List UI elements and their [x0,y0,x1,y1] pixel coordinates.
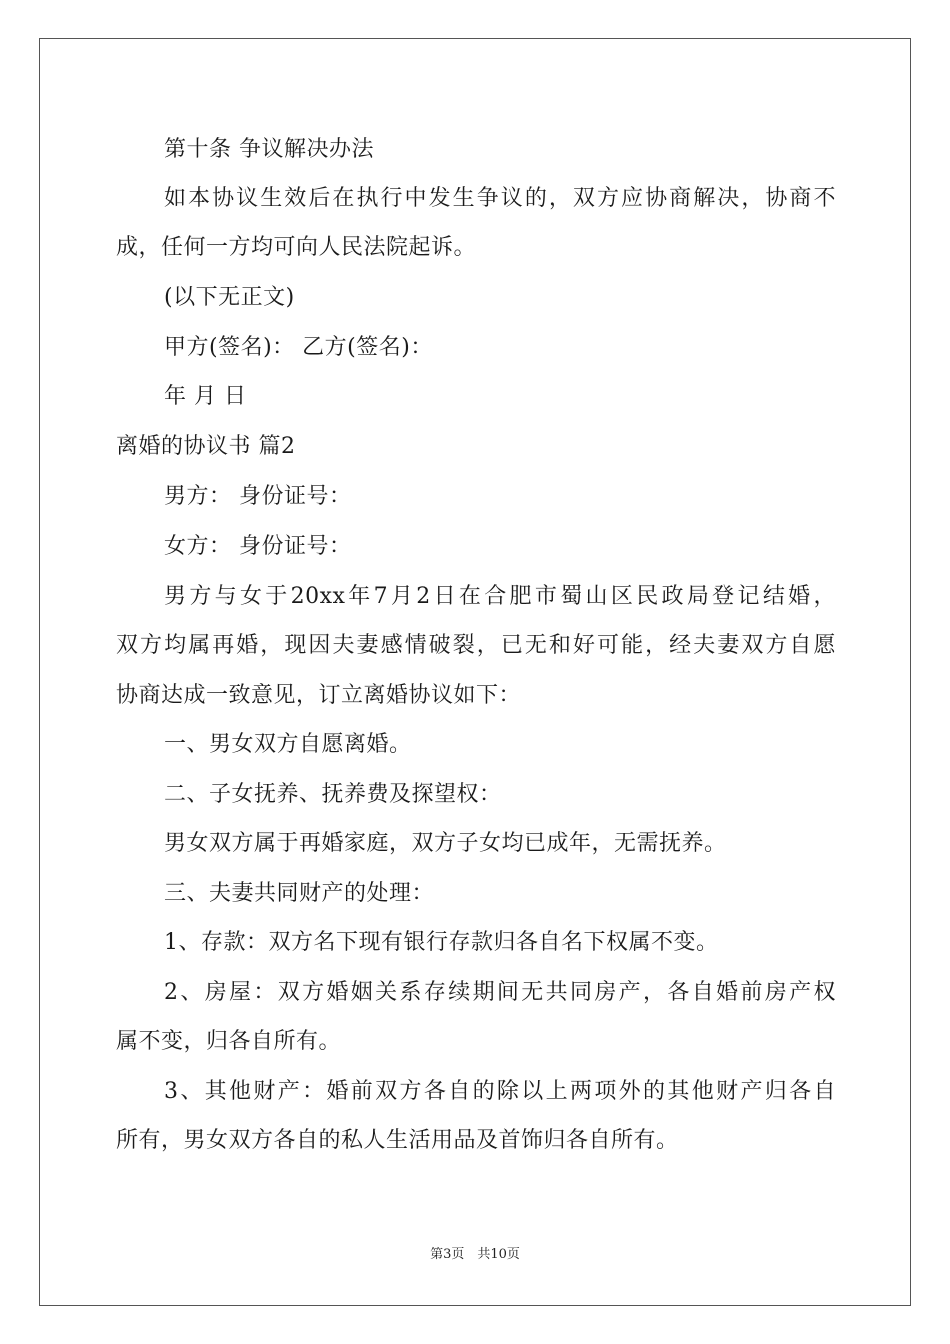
party-line: 女方： 身份证号： [164,534,352,559]
page-number: 第3页 共10页 [430,1247,520,1262]
paragraph-line: 属不变，归各自所有。 [116,1029,342,1054]
signature-line: 甲方(签名)： 乙方(签名)： [164,335,433,360]
article-heading: 第十条 争议解决办法 [164,137,374,162]
clause-line: 二、子女抚养、抚养费及探望权： [164,782,502,807]
paragraph-line: 协商达成一致意见，订立离婚协议如下： [116,683,522,708]
paragraph-line: 所有，男女双方各自的私人生活用品及首饰归各自所有。 [116,1128,679,1153]
page-frame [39,38,911,1306]
clause-line: 三、夫妻共同财产的处理： [164,881,435,906]
paragraph-line: 如本协议生效后在执行中发生争议的，双方应协商解决，协商不 [164,186,836,211]
paragraph-line: 男女双方属于再婚家庭，双方子女均已成年，无需抚养。 [164,831,727,856]
clause-line: 一、男女双方自愿离婚。 [164,732,412,757]
clause-line: 2、房屋：双方婚姻关系存续期间无共同房产，各自婚前房产权 [164,980,836,1005]
date-line: 年 月 日 [164,384,247,409]
paragraph-line: 男方与女于20xx年7月2日在合肥市蜀山区民政局登记结婚， [164,584,836,609]
clause-line: 3、其他财产：婚前双方各自的除以上两项外的其他财产归各自 [164,1079,836,1104]
paragraph-line: 成，任何一方均可向人民法院起诉。 [116,235,477,260]
party-line: 男方： 身份证号： [164,484,352,509]
paragraph-line: 双方均属再婚，现因夫妻感情破裂，已无和好可能，经夫妻双方自愿 [116,633,836,658]
section-title: 离婚的协议书 篇2 [116,434,296,459]
paragraph-line: (以下无正文) [164,285,295,310]
clause-line: 1、存款：双方名下现有银行存款归各自名下权属不变。 [164,930,719,955]
